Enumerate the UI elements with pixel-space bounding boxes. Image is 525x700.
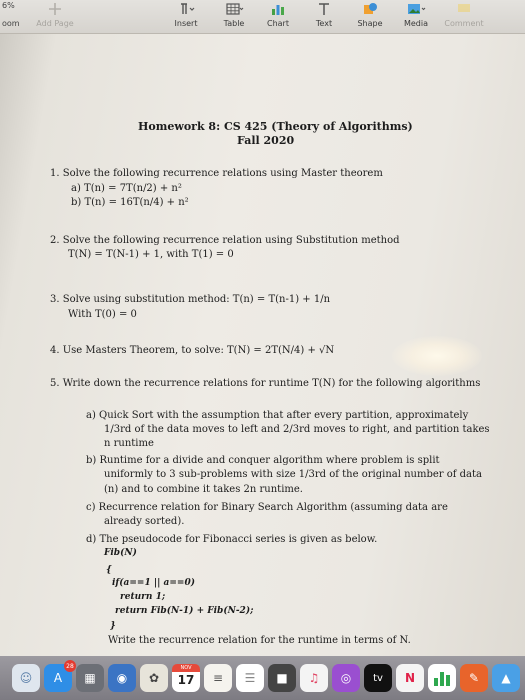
notes-icon[interactable]: ≡ [204, 664, 232, 692]
question-3-line2: With T(0) = 0 [68, 309, 137, 320]
question-1: 1. Solve the following recurrence relations using Master theorem [50, 168, 383, 179]
question-5c-line1: c) Recurrence relation for Binary Search Algorithm (assuming data are [86, 502, 448, 513]
numbers-chart-icon [432, 669, 452, 687]
code-open-brace: { [106, 565, 112, 575]
reminders-icon[interactable]: ☰ [236, 664, 264, 692]
question-5d-line1: d) The pseudocode for Fibonacci series is given as below. [86, 534, 378, 545]
code-return-fib: return Fib(N-1) + Fib(N-2); [115, 606, 254, 616]
zoom-value: 6% [2, 1, 15, 10]
app-icon[interactable]: ■ [268, 664, 296, 692]
podcasts-icon[interactable]: ◎ [332, 664, 360, 692]
dock [0, 656, 525, 700]
finder-icon[interactable]: ☺ [12, 664, 40, 692]
app-store-badge: 28 [64, 660, 76, 672]
question-5b-line2: uniformly to 3 sub-problems with size 1/3rd of the original number of data [104, 469, 482, 480]
numbers-icon[interactable] [428, 664, 456, 692]
question-5b-line3: (n) and to combine it takes 2n runtime. [104, 484, 303, 495]
comment-label: Comment [444, 19, 484, 28]
question-4: 4. Use Masters Theorem, to solve: T(N) = 2T(N/4) + √N [50, 345, 335, 356]
question-5a-line2: 1/3rd of the data moves to left and 2/3rd moves to right, and partition takes [104, 424, 490, 435]
zoom-label: oom [2, 19, 20, 28]
question-5a-line3: n runtime [104, 438, 154, 449]
code-return-1: return 1; [120, 592, 166, 602]
media-label: Media [403, 19, 429, 28]
text-label: Text [315, 19, 333, 28]
news-icon[interactable]: N [396, 664, 424, 692]
code-if-line: if(a==1 || a==0) [112, 578, 195, 588]
question-2: 2. Solve the following recurrence relation using Substitution method [50, 235, 400, 246]
document-term: Fall 2020 [237, 134, 295, 147]
document-title: Homework 8: CS 425 (Theory of Algorithms) [138, 120, 413, 133]
app-store-icon[interactable]: A 28 [44, 664, 72, 692]
photos-icon[interactable]: ✿ [140, 664, 168, 692]
code-close-brace: } [110, 621, 116, 631]
code-signature: Fib(N) [104, 548, 137, 558]
question-5c-line2: already sorted). [104, 516, 185, 527]
question-2-line2: T(N) = T(N-1) + 1, with T(1) = 0 [68, 249, 234, 260]
question-3: 3. Solve using substitution method: T(n) = T(n-1) + 1/n [50, 294, 331, 305]
question-5d-final: Write the recurrence relation for the runtime in terms of N. [108, 635, 411, 646]
add-page-label: Add Page [36, 19, 74, 28]
question-5a-line1: a) Quick Sort with the assumption that after every partition, approximately [86, 410, 469, 421]
question-1b: b) T(n) = 16T(n/4) + n² [71, 197, 189, 208]
insert-label: Insert [174, 19, 198, 28]
question-5: 5. Write down the recurrence relations for runtime T(N) for the following algorithms [50, 378, 481, 389]
question-5b-line1: b) Runtime for a divide and conquer algorithm where problem is split [86, 455, 440, 466]
table-label: Table [223, 19, 245, 28]
chart-label: Chart [267, 19, 289, 28]
calendar-icon[interactable] [172, 664, 200, 692]
maps-icon[interactable]: ◉ [108, 664, 136, 692]
shape-label: Shape [357, 19, 383, 28]
music-icon[interactable]: ♫ [300, 664, 328, 692]
calendar-day: 17 [177, 673, 195, 687]
launchpad-icon[interactable]: ▦ [76, 664, 104, 692]
calendar-month: NOV [172, 664, 200, 672]
question-1a: a) T(n) = 7T(n/2) + n² [71, 183, 182, 194]
tv-icon[interactable] [364, 664, 392, 692]
tv-label: tv [373, 672, 383, 684]
keynote-icon[interactable]: ▲ [492, 664, 520, 692]
pages-icon[interactable]: ✎ [460, 664, 488, 692]
